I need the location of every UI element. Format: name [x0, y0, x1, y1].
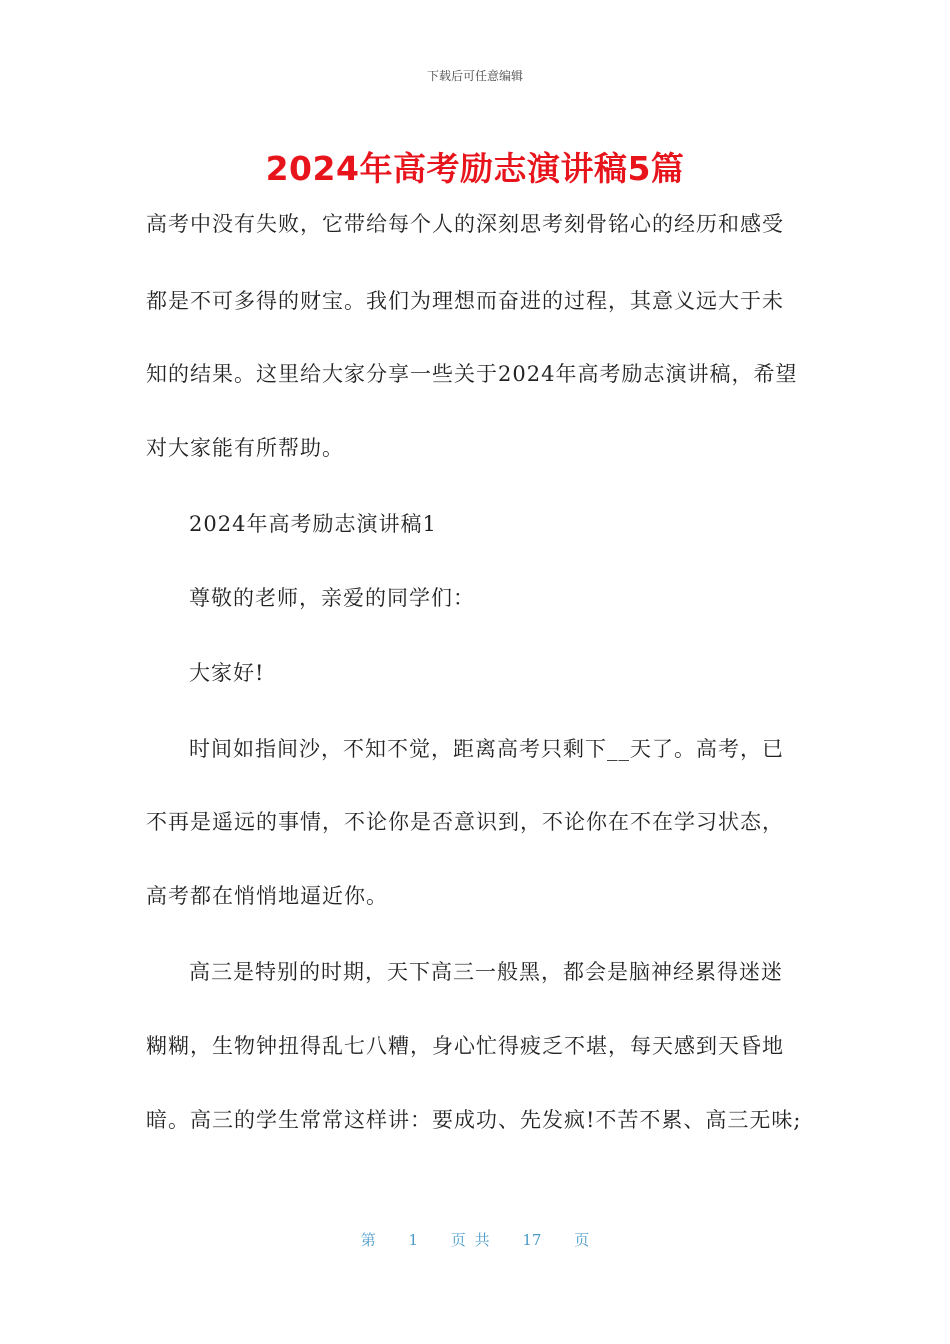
document-title: 2024年高考励志演讲稿5篇 — [265, 149, 685, 188]
intro-line-2: 都是不可多得的财宝。我们为理想而奋进的过程，其意义远大于未 — [146, 289, 784, 313]
intro-line-3: 知的结果。这里给大家分享一些关于2024年高考励志演讲稿，希望 — [146, 362, 798, 386]
intro-line-1: 高考中没有失败，它带给每个人的深刻思考刻骨铭心的经历和感受 — [146, 212, 784, 236]
intro-line-4: 对大家能有所帮助。 — [146, 436, 344, 460]
para1-line-3: 高考都在悄悄地逼近你。 — [146, 884, 388, 908]
footer-page-word: 第 — [360, 1231, 376, 1249]
header-note: 下载后可任意编辑 — [426, 69, 523, 83]
para2-line-3: 暗。高三的学生常常这样讲：要成功、先发疯!不苦不累、高三无味; — [146, 1108, 802, 1132]
footer-page-number: 1 — [408, 1231, 419, 1249]
greeting: 尊敬的老师，亲爱的同学们： — [189, 586, 475, 610]
para2-line-2: 糊糊，生物钟扭得乱七八糟，身心忙得疲乏不堪，每天感到天昏地 — [146, 1034, 784, 1058]
footer-end-word: 页 — [574, 1231, 590, 1249]
para1-line-2: 不再是遥远的事情，不论你是否意识到，不论你在不在学习状态， — [146, 810, 784, 834]
para1-line-1: 时间如指间沙，不知不觉，距离高考只剩下__天了。高考，已 — [189, 737, 784, 761]
hello: 大家好! — [189, 661, 265, 685]
footer-total-pages: 17 — [522, 1231, 542, 1249]
page-footer — [0, 1229, 950, 1250]
footer-total-word: 页 共 — [450, 1231, 490, 1249]
section-title: 2024年高考励志演讲稿1 — [189, 512, 437, 536]
para2-line-1: 高三是特别的时期，天下高三一般黑，都会是脑神经累得迷迷 — [189, 960, 783, 984]
